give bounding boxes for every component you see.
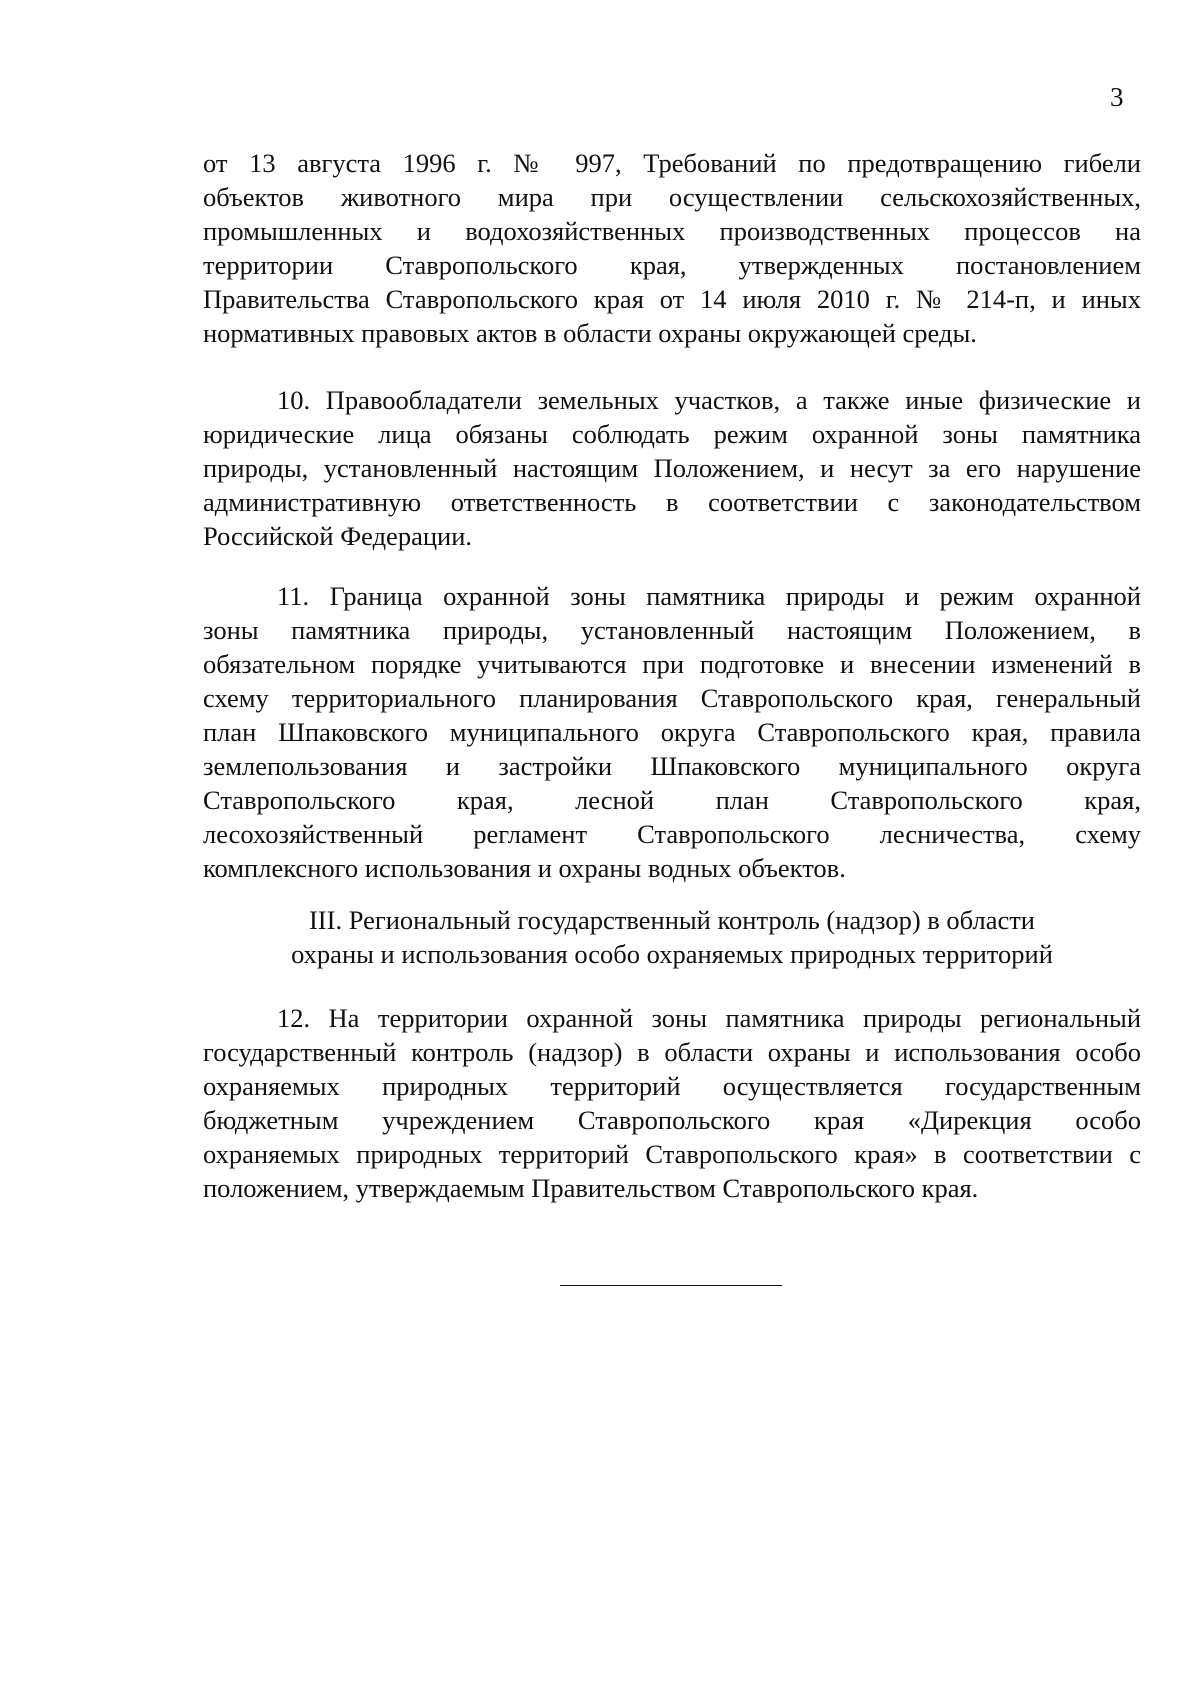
section-heading-line: III. Региональный государственный контроль (надзор) в области: [308, 905, 1035, 935]
paragraph-line: юридические лица обязаны соблюдать режим охранной зоны памятника: [203, 419, 1141, 449]
paragraph-line: государственный контроль (надзор) в области охраны и использования особо: [203, 1037, 1141, 1067]
paragraph-intro-continuation: [203, 146, 1141, 350]
paragraph-line: лесохозяйственный регламент Ставропольского лесничества, схему: [203, 819, 1141, 849]
paragraph-line: схему территориального планирования Ставропольского края, генеральный: [203, 683, 1141, 713]
closing-divider: [560, 1285, 782, 1286]
paragraph-line: Ставропольского края, лесной план Ставропольского края,: [203, 785, 1141, 815]
paragraph-line: промышленных и водохозяйственных производственных процессов на: [203, 216, 1141, 246]
section-heading-line: охраны и использования особо охраняемых природных территорий: [291, 939, 1053, 969]
paragraph-line: природы, установленный настоящим Положением, и несут за его нарушение: [203, 453, 1141, 483]
paragraph-11: [203, 579, 1141, 885]
paragraph-line: зоны памятника природы, установленный настоящим Положением, в: [203, 615, 1141, 645]
paragraph-line: бюджетным учреждением Ставропольского края «Дирекция особо: [203, 1105, 1141, 1135]
paragraph-line: положением, утверждаемым Правительством Ставропольского края.: [203, 1173, 979, 1203]
paragraph-line: административную ответственность в соответствии с законодательством: [203, 487, 1141, 517]
paragraph-line: нормативных правовых актов в области охраны окружающей среды.: [203, 318, 977, 348]
paragraph-line: комплексного использования и охраны водных объектов.: [203, 853, 846, 883]
paragraph-line: охраняемых природных территорий Ставропольского края» в соответствии с: [203, 1139, 1141, 1169]
paragraph-line: Российской Федерации.: [203, 521, 472, 551]
paragraph-line: Правительства Ставропольского края от 14 июля 2010 г. № 214-п, и иных: [203, 284, 1141, 314]
paragraph-line: от 13 августа 1996 г. № 997, Требований по предотвращению гибели: [203, 148, 1141, 178]
page-number: 3: [1110, 82, 1124, 112]
paragraph-12: [203, 1001, 1141, 1205]
paragraph-line: обязательном порядке учитываются при подготовке и внесении изменений в: [203, 649, 1141, 679]
paragraph-line: 12. На территории охранной зоны памятника природы региональный: [277, 1003, 1141, 1033]
paragraph-line: землепользования и застройки Шпаковского муниципального округа: [203, 751, 1141, 781]
paragraph-10: [203, 383, 1141, 553]
paragraph-line: 10. Правообладатели земельных участков, а также иные физические и: [277, 385, 1141, 415]
paragraph-line: 11. Граница охранной зоны памятника природы и режим охранной: [277, 581, 1141, 611]
paragraph-line: охраняемых природных территорий осуществляется государственным: [203, 1071, 1141, 1101]
section-heading: [203, 903, 1141, 971]
paragraph-line: объектов животного мира при осуществлении сельскохозяйственных,: [203, 182, 1141, 212]
paragraph-line: план Шпаковского муниципального округа Ставропольского края, правила: [203, 717, 1141, 747]
paragraph-line: территории Ставропольского края, утвержденных постановлением: [203, 250, 1141, 280]
